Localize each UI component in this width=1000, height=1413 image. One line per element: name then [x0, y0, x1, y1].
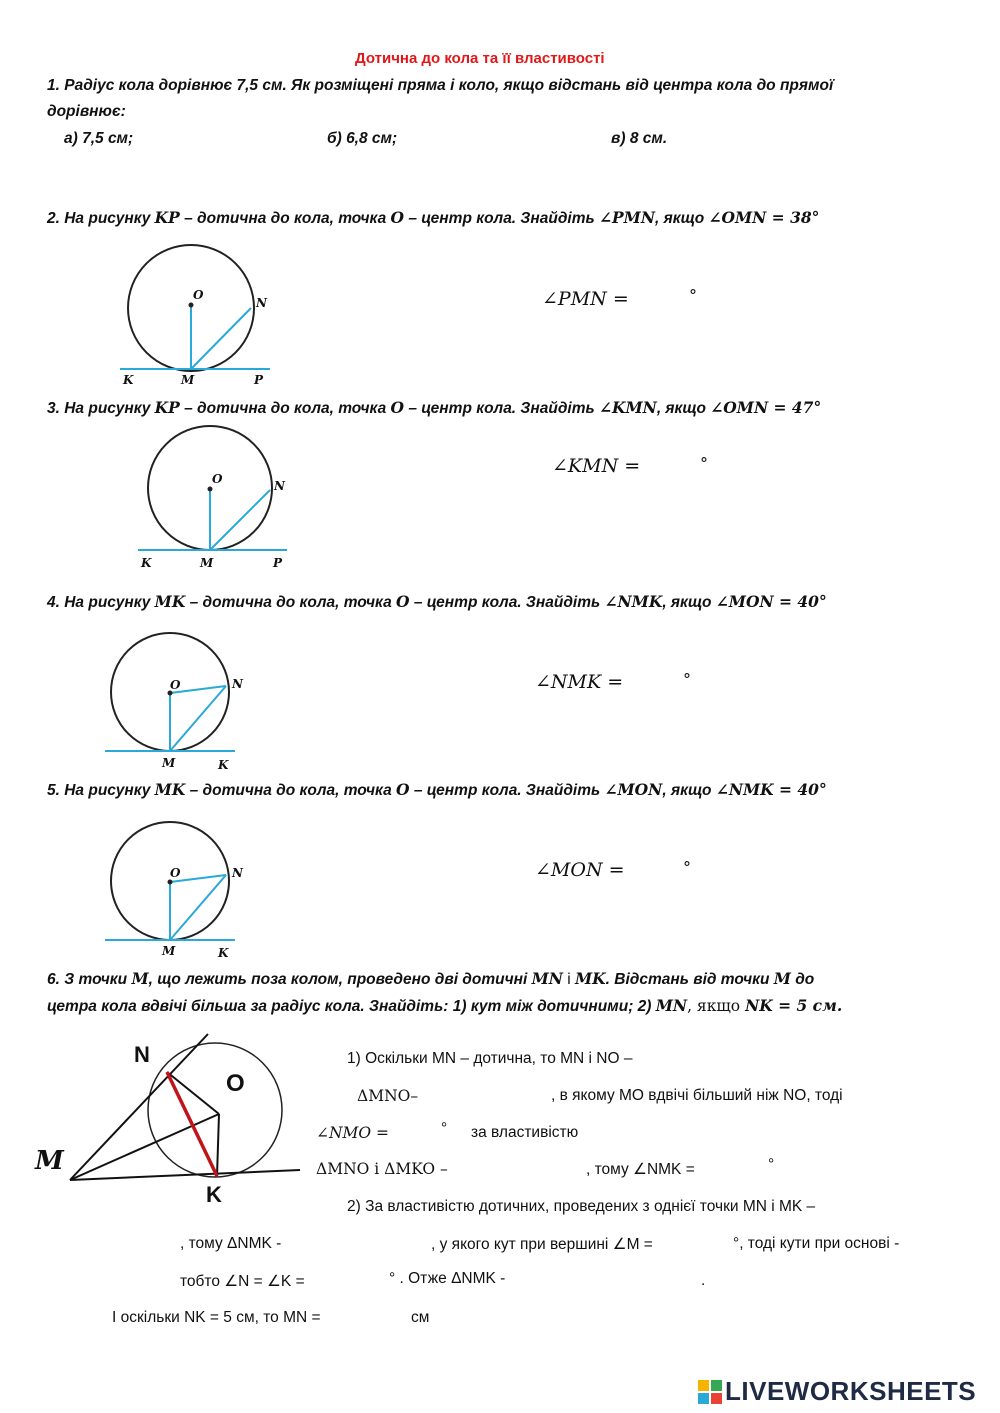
q2-figure	[115, 240, 295, 390]
q4-answer-label: ∠NMK =	[535, 671, 624, 693]
q2-text-2: – центр кола. Знайдіть	[404, 210, 600, 227]
q2-center: O	[390, 208, 405, 227]
liveworksheets-brand: LIVEWORKSHEETS	[725, 1376, 977, 1406]
q2-answer-label: ∠PMN =	[542, 288, 629, 310]
q3-answer-input[interactable]	[648, 457, 696, 479]
q3-answer-label: ∠KMN =	[552, 455, 641, 477]
q2-label-o: O	[193, 288, 204, 302]
q5-label-o: O	[170, 866, 181, 880]
q6-tangent-mk: MK	[575, 969, 606, 988]
q3-find-angle: ∠KMN	[599, 398, 657, 417]
q6-and: і	[562, 971, 576, 988]
q2-prefix: 2. На рисунку	[47, 210, 155, 227]
q1-option-b: б) 6,8 см;	[327, 130, 398, 147]
q3-text-3: , якщо	[656, 400, 711, 417]
q5-statement	[47, 780, 827, 800]
q3-given-angle: ∠OMN = 47°	[710, 398, 822, 417]
q4-text-1: – дотична до кола, точка	[185, 594, 397, 611]
q3-label-p: P	[273, 556, 283, 570]
q5-prefix: 5. На рисунку	[47, 782, 155, 799]
q5-answer-input[interactable]	[630, 861, 680, 883]
q6-degree-1: °	[441, 1120, 448, 1137]
q5-label-k: K	[218, 946, 229, 960]
q4-tangent: MK	[154, 592, 186, 611]
q4-label-k: K	[218, 758, 229, 772]
q6-label-o: O	[226, 1070, 245, 1097]
q5-text-3: , якщо	[662, 782, 716, 799]
q6-vertex-angle: , у якого кут при вершині ∠M =	[431, 1236, 653, 1253]
q5-answer-label: ∠MON =	[535, 859, 625, 881]
q5-text-1: – дотична до кола, точка	[185, 782, 397, 799]
q1-option-c: в) 8 см.	[611, 130, 668, 147]
q4-given-angle: ∠MON = 40°	[715, 592, 827, 611]
q4-label-o: O	[170, 678, 181, 692]
q6-input-1[interactable]	[432, 1086, 547, 1108]
q5-degree: °	[683, 858, 691, 877]
liveworksheets-logo-icon	[698, 1380, 722, 1404]
q2-find-angle: ∠PMN	[599, 208, 655, 227]
q6-text-3: . Відстань від точки	[605, 971, 774, 988]
q3-label-m: M	[200, 556, 214, 570]
q3-statement	[47, 398, 821, 418]
q1-option-a: а) 7,5 см;	[64, 130, 134, 147]
q6-text-6: , якщо	[687, 997, 746, 1015]
q3-degree: °	[700, 454, 708, 473]
q6-input-2[interactable]	[400, 1122, 438, 1144]
q6-triangle-mno: ΔMNO–	[357, 1087, 419, 1105]
q5-given-angle: ∠NMK = 40°	[715, 780, 827, 799]
q2-given-angle: ∠OMN = 38°	[708, 208, 820, 227]
q2-text-1: – дотична до кола, точка	[179, 210, 391, 227]
q6-text-4: до	[790, 971, 815, 988]
q6-degree-2: °	[768, 1156, 775, 1173]
q6-input-5[interactable]	[64, 1234, 174, 1256]
q6-input-4[interactable]	[727, 1158, 765, 1180]
q3-label-o: O	[212, 472, 223, 486]
q6-statement-line2	[47, 996, 842, 1016]
q6-input-9[interactable]	[548, 1270, 698, 1292]
q6-so-nmk: ° . Отже ΔNMK -	[389, 1270, 506, 1287]
q6-angles-nk: тобто ∠N = ∠K =	[180, 1273, 305, 1290]
q6-point-m-2: M	[773, 969, 791, 988]
q6-step1-line: 1) Оскільки MN – дотична, то MN і NO –	[347, 1050, 633, 1067]
q6-input-6[interactable]	[312, 1234, 427, 1256]
q3-label-k: K	[141, 556, 152, 570]
q6-by-property: за властивістю	[471, 1124, 579, 1141]
q6-step1-cont: , в якому MO вдвічі більший ніж NO, тоді	[551, 1087, 843, 1104]
q5-center: O	[396, 780, 410, 799]
q3-text-2: – центр кола. Знайдіть	[404, 400, 600, 417]
q1-line1: 1. Радіус кола дорівнює 7,5 см. Як розміщені пряма і коло, якщо відстань від центра кола до прямої	[47, 77, 834, 94]
q6-base-angles: °, тоді кути при основі -	[733, 1235, 900, 1252]
q6-period: .	[701, 1272, 706, 1289]
q6-text-1: 6. З точки	[47, 971, 132, 988]
q5-label-n: N	[232, 866, 243, 880]
q4-center: O	[396, 592, 410, 611]
q3-center: O	[390, 398, 405, 417]
q6-angle-nmo: ∠NMO =	[316, 1124, 390, 1142]
q2-text-3: , якщо	[654, 210, 709, 227]
q6-unit-cm: см	[411, 1309, 430, 1326]
q3-tangent: KP	[154, 398, 180, 417]
page-title: Дотична до кола та її властивості	[355, 50, 605, 67]
q5-tangent: MK	[154, 780, 186, 799]
q6-text-5: цетра кола вдвічі більша за радіус кола. Знайдіть: 1) кут між дотичними; 2)	[47, 998, 656, 1015]
q6-step2-line: 2) За властивістю дотичних, проведених з однієї точки MN і MK –	[347, 1198, 816, 1215]
q6-label-n: N	[134, 1042, 150, 1067]
q4-degree: °	[683, 670, 691, 689]
q3-label-n: N	[274, 479, 285, 493]
q4-text-3: , якщо	[662, 594, 716, 611]
q6-tangent-mn: MN	[531, 969, 563, 988]
q6-input-3[interactable]	[475, 1158, 583, 1180]
q6-triangles: ΔMNO і ΔMKO –	[316, 1160, 448, 1178]
q2-label-n: N	[256, 296, 267, 310]
q4-answer-input[interactable]	[630, 673, 680, 695]
q2-statement	[47, 208, 819, 228]
q6-given-nk: NK = 5 см.	[745, 996, 843, 1015]
q5-figure	[100, 820, 270, 960]
q6-point-m: M	[131, 969, 149, 988]
q6-label-m: M	[35, 1146, 64, 1176]
q2-label-k: K	[123, 373, 134, 387]
q4-label-m: M	[162, 756, 176, 770]
q3-text-1: – дотична до кола, точка	[179, 400, 391, 417]
q6-text-2: , що лежить поза колом, проведено дві дотичні	[148, 971, 532, 988]
q6-input-8[interactable]	[347, 1270, 387, 1292]
q4-label-n: N	[232, 677, 243, 691]
q6-input-10[interactable]	[380, 1307, 408, 1329]
q4-text-2: – центр кола. Знайдіть	[409, 594, 605, 611]
q2-tangent: KP	[154, 208, 180, 227]
q5-find-angle: ∠MON	[604, 780, 663, 799]
q5-text-2: – центр кола. Знайдіть	[409, 782, 605, 799]
q6-label-k: K	[206, 1182, 222, 1207]
q4-figure	[100, 630, 270, 770]
q4-statement	[47, 592, 827, 612]
q6-angle-nmk: , тому ∠NMK =	[586, 1161, 695, 1178]
q6-statement-line1	[47, 969, 814, 989]
q2-answer-input[interactable]	[634, 290, 684, 312]
q4-prefix: 4. На рисунку	[47, 594, 155, 611]
q3-figure	[135, 425, 315, 575]
q2-degree: °	[689, 286, 697, 305]
q1-line2: дорівнює:	[47, 103, 126, 120]
q6-tangent-mn-2: MN	[655, 996, 688, 1015]
q2-label-p: P	[254, 373, 264, 387]
q6-therefore-nmk: , тому ΔNMK -	[180, 1235, 282, 1252]
q5-label-m: M	[162, 944, 176, 958]
q6-input-7[interactable]	[703, 1234, 731, 1256]
q6-figure	[35, 1030, 305, 1200]
q6-final-line: І оскільки NK = 5 см, то MN =	[112, 1309, 321, 1326]
q3-prefix: 3. На рисунку	[47, 400, 155, 417]
q4-find-angle: ∠NMK	[604, 592, 663, 611]
q2-label-m: M	[181, 373, 195, 387]
